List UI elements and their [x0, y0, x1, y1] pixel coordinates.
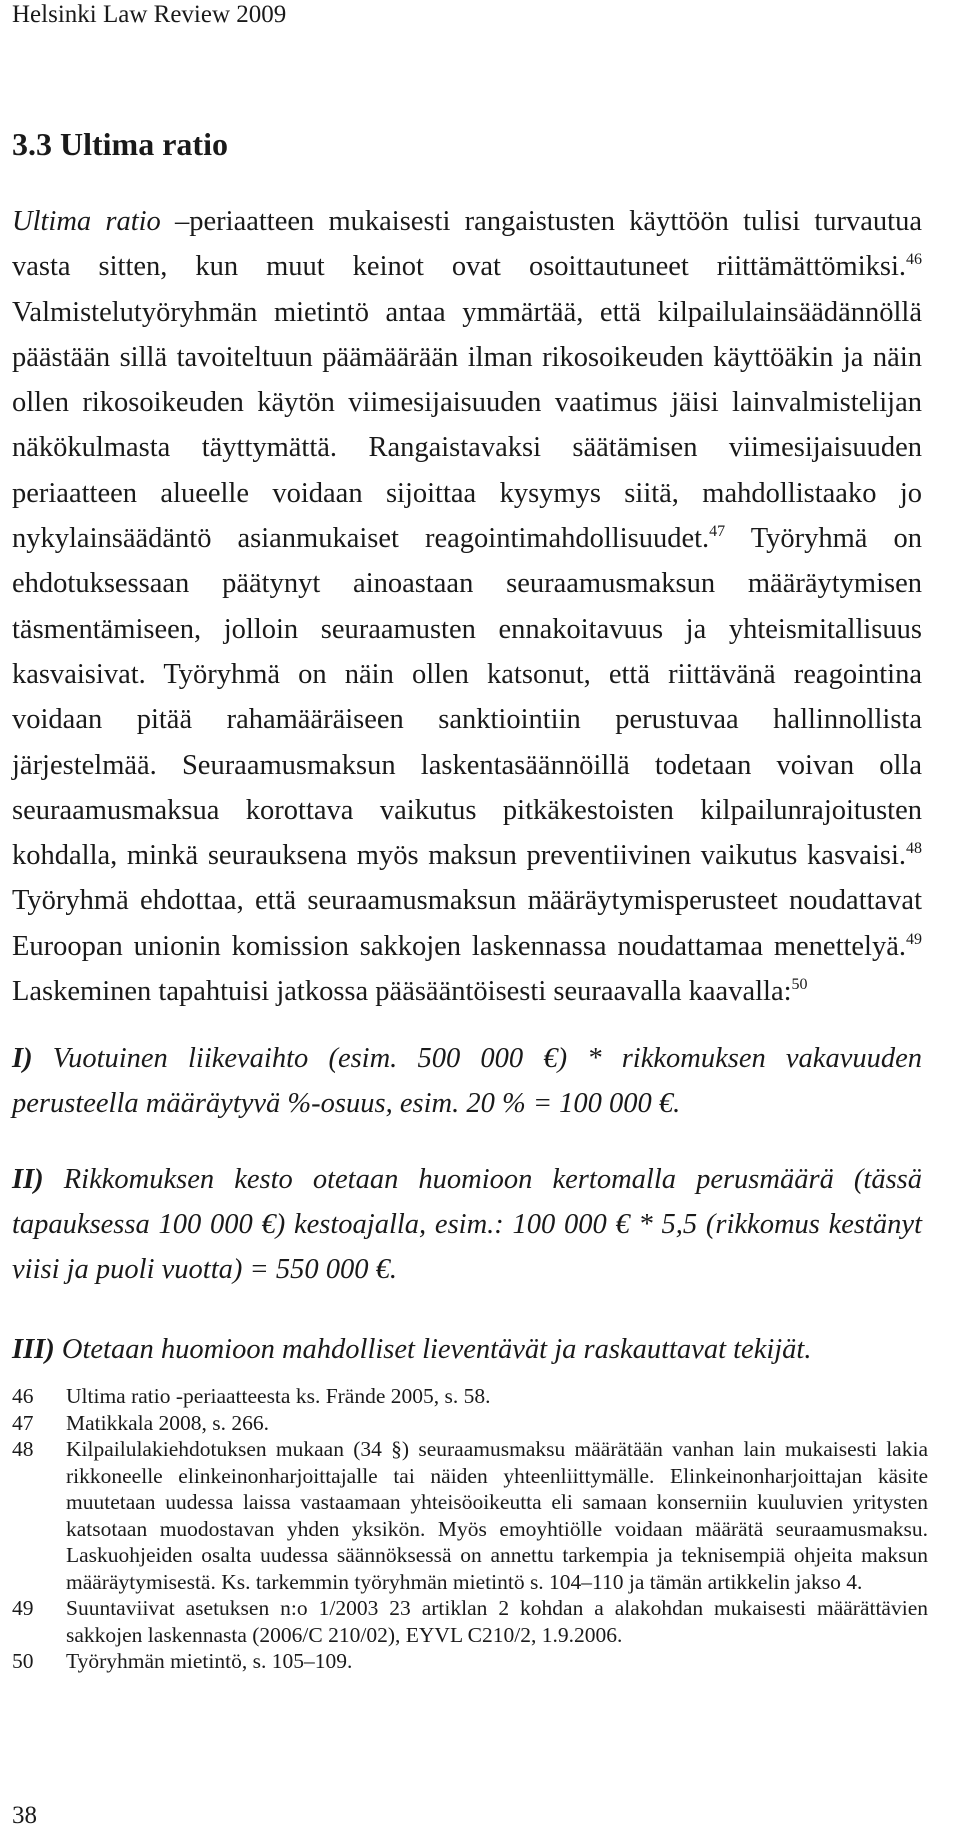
footnote-text: Kilpailulakiehdotuksen mukaan (34 §) seuraamusmaksu määrätään vanhan lain mukaisesti lakia rikkoneelle elinkeinonharjoittajalle tai näiden yhteenliittymälle. Elinkeinonharjoittajan käsite muutetaan uudessa laissa vastaamaan yhteisöoikeutta eli samaan konserniin kuuluvien yritysten katsotaan muodostavan yhden yksikön. Myös emoyhtiölle voidaan määrätä seuraamusmaksu. Laskuohjeiden osalta uudessa säännöksessä on annettu tarkempia ja teknisempiä ohjeita maksun määräytymisestä. Ks. tarkemmin työryhmän mietintö s. 104–110 ja tämän artikkelin jakso 4.: [66, 1437, 928, 1594]
footnote-ref-49[interactable]: 49: [906, 930, 922, 948]
footnote-ref-48[interactable]: 48: [906, 840, 922, 858]
footnote-number: 47: [12, 1410, 34, 1435]
footnote-ref-46[interactable]: 46: [906, 251, 922, 269]
formula-step-3: [12, 1327, 922, 1372]
paragraph-segment: –periaatteen mukaisesti rangaistusten käyttöön tulisi turvautua vasta sitten, kun muut keinot ovat osoittautuneet riittämättömiksi.: [12, 206, 922, 283]
footnotes: [12, 1383, 928, 1675]
footnote-48: [12, 1436, 928, 1595]
footnote-49: [12, 1595, 928, 1648]
footnote-number: 50: [12, 1649, 34, 1673]
footnote-text: Työryhmän mietintö, s. 105–109.: [66, 1649, 353, 1673]
formula-step-number: II): [12, 1164, 44, 1195]
section-title: 3.3 Ultima ratio: [12, 126, 228, 162]
formula-step-text: Otetaan huomioon mahdolliset lieventävät ja raskauttavat tekijät.: [54, 1334, 812, 1365]
footnote-ref-47[interactable]: 47: [709, 523, 726, 541]
footnote-ref-50[interactable]: 50: [791, 976, 808, 994]
paragraph-segment: Valmistelutyöryhmän mietintö antaa ymmärtää, että kilpailulainsäädännöllä päästään sillä tavoiteltuun päämäärään ilman rikosoikeuden käyttöäkin ja näin ollen rikosoikeuden käytön viimesijaisuuden vaatimus jäisi lainvalmistelijan näkökulmasta täyttymättä. Rangaistavaksi säätämisen viimesijaisuuden periaatteen alueelle voidaan sijoittaa kysymys siitä, mahdollistaako jo nykylainsäädäntö asianmukaiset reagointimahdollisuudet.: [12, 296, 922, 555]
formula-step-number: III): [12, 1334, 55, 1365]
footnote-50: [12, 1648, 928, 1675]
formula-step-1: [12, 1036, 922, 1126]
footnote-47: [12, 1410, 928, 1437]
paragraph-segment: Työryhmä on ehdotuksessaan päätynyt ainoastaan seuraamusmaksun määräytymisen täsmentämiseen, jolloin seuraamusten ennakoitavuus ja yhteismitallisuus kasvaisivat. Työryhmä on näin ollen katsonut, että riittävänä reagointina voidaan pitää rahamääräiseen sanktiointiin perustuvaa hallinnollista järjestelmää. Seuraamusmaksun laskentasäännöillä todetaan voivan olla seuraamusmaksua korottava vaikutus pitkäkestoisten kilpailunrajoitusten kohdalla, minkä seurauksena myös maksun preventiivinen vaikutus kasvaisi.: [12, 523, 922, 872]
formula-step-text: Vuotuinen liikevaihto (esim. 500 000 €) * rikkomuksen vakavuuden perusteella määräytyvä %-osuus, esim. 20 % = 100 000 €.: [12, 1043, 922, 1119]
footnote-46: [12, 1383, 928, 1410]
footnote-text: Matikkala 2008, s. 266.: [66, 1410, 270, 1435]
formula-step-number: I): [12, 1043, 33, 1074]
paragraph-segment: Työryhmä ehdottaa, että seuraamusmaksun määräytymisperusteet noudattavat Euroopan unionin komission sakkojen laskennassa noudattamaa menettelyä.: [12, 885, 922, 962]
formula-step-2: [12, 1157, 922, 1292]
running-head: Helsinki Law Review 2009: [12, 1, 287, 28]
footnote-number: 49: [12, 1596, 34, 1620]
body-paragraph: [12, 199, 922, 1014]
footnote-text: Ultima ratio -periaatteesta ks. Frände 2005, s. 58.: [66, 1384, 491, 1408]
term-ultima-ratio: Ultima ratio: [12, 206, 161, 237]
footnote-number: 46: [12, 1384, 34, 1408]
footnote-text: Suuntaviivat asetuksen n:o 1/2003 23 artiklan 2 kohdan a alakohdan mukaisesti määrättävien sakkojen laskennasta (2006/C 210/02), EYVL C210/2, 1.9.2006.: [66, 1596, 928, 1647]
formula-step-text: Rikkomuksen kesto otetaan huomioon kertomalla perusmäärä (tässä tapauksessa 100 000 €) kestoajalla, esim.: 100 000 € * 5,5 (rikkomus kestänyt viisi ja puoli vuotta) = 550 000 €.: [12, 1164, 922, 1285]
page-number: 38: [12, 1802, 37, 1829]
footnote-number: 48: [12, 1437, 34, 1461]
paragraph-segment: Laskeminen tapahtuisi jatkossa pääsääntöisesti seuraavalla kaavalla:: [12, 976, 792, 1008]
